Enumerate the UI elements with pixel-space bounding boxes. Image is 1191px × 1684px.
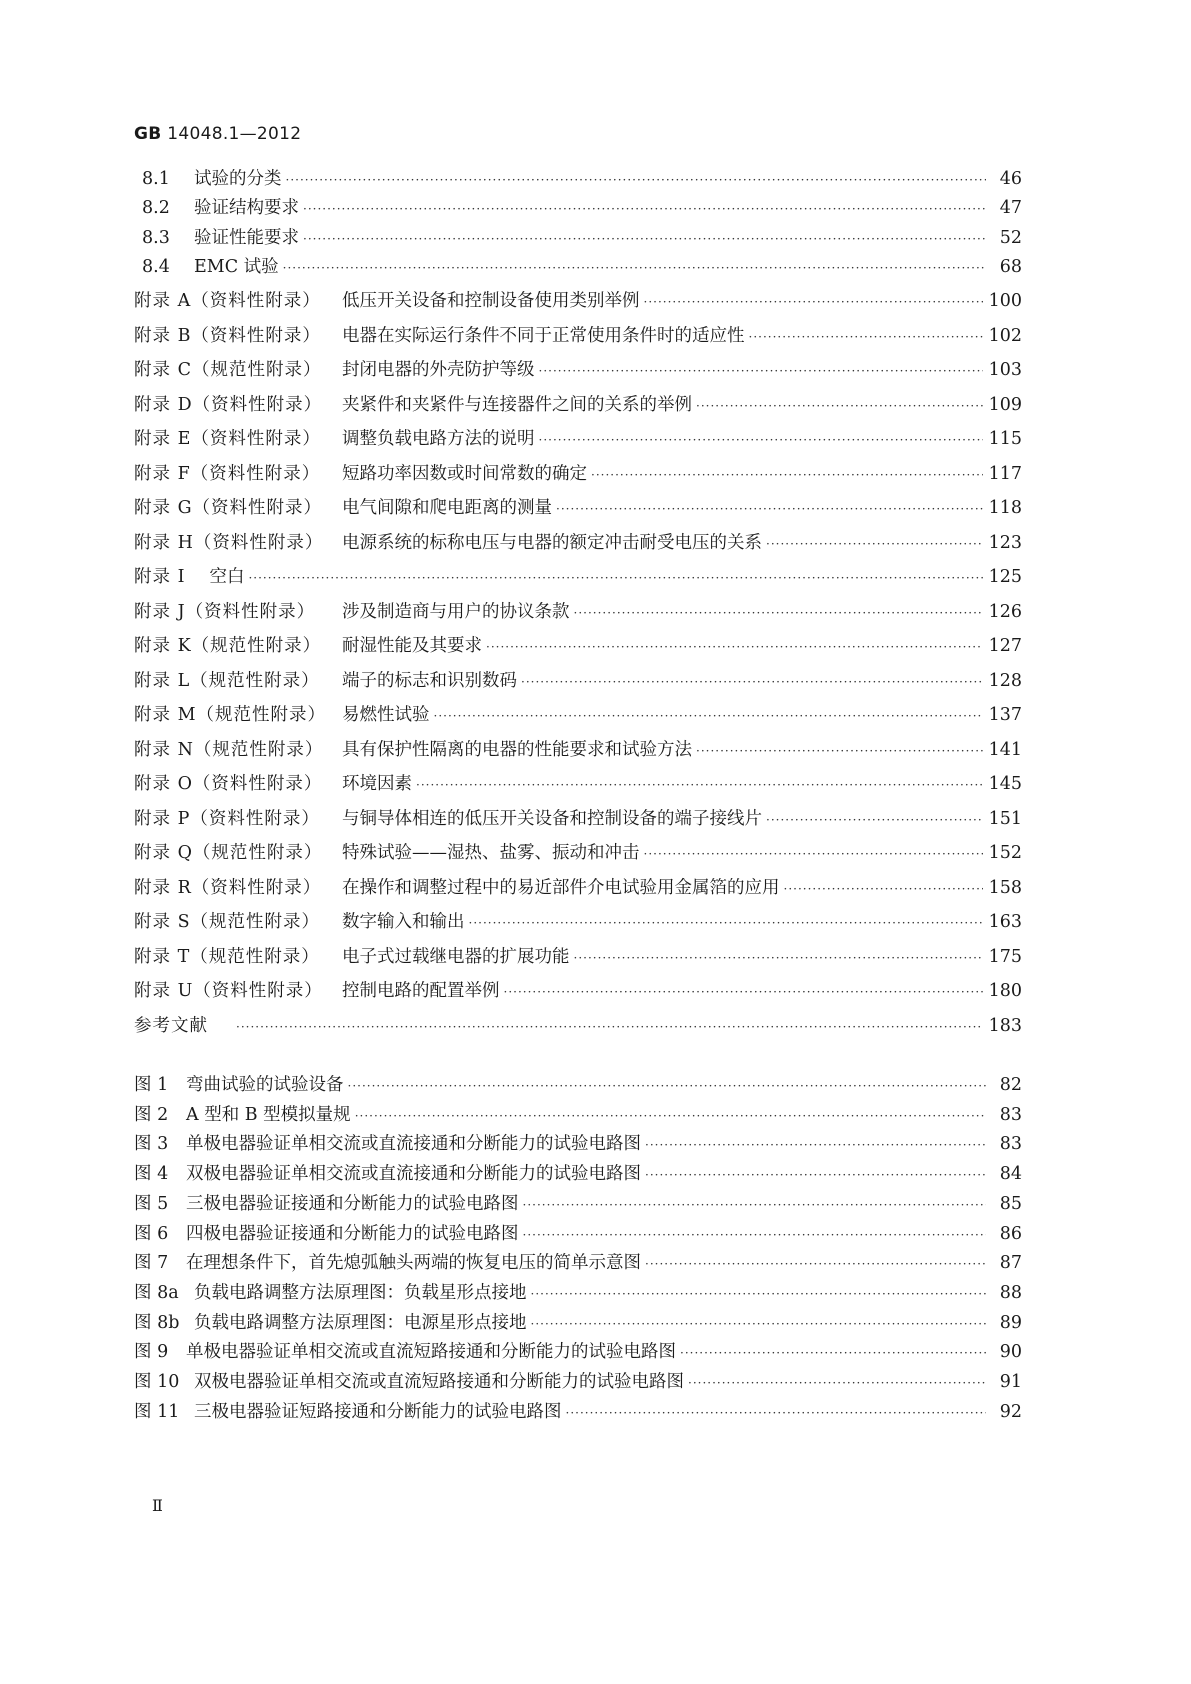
toc-entry-page: 163 bbox=[988, 912, 1022, 932]
toc-figure-entry[interactable] bbox=[134, 1282, 1022, 1305]
dot-leader bbox=[283, 257, 986, 279]
toc-entry-title: 单极电器验证单相交流或直流短路接通和分断能力的试验电路图 bbox=[186, 1342, 676, 1363]
toc-entry-title: 特殊试验——湿热、盐雾、振动和冲击 bbox=[342, 843, 640, 863]
toc-entry-title: EMC 试验 bbox=[194, 257, 279, 278]
toc-entry-title: A 型和 B 型模拟量规 bbox=[186, 1104, 351, 1125]
toc-appendix-entry[interactable] bbox=[134, 566, 1022, 589]
toc-appendix-entry[interactable] bbox=[134, 394, 1022, 417]
dot-leader bbox=[303, 198, 986, 220]
toc-entry-title: 低压开关设备和控制设备使用类别举例 bbox=[342, 291, 640, 311]
toc-entry-number: 参考文献 bbox=[134, 1015, 208, 1036]
dot-leader bbox=[248, 567, 982, 589]
standard-number: 14048.1—2012 bbox=[167, 124, 302, 144]
toc-entry-title: 具有保护性隔离的电器的性能要求和试验方法 bbox=[342, 739, 692, 760]
toc-appendix-entry[interactable] bbox=[134, 946, 1022, 969]
toc-entry-number: 附录 N（规范性附录） bbox=[134, 739, 324, 760]
toc-entry-page: 123 bbox=[988, 532, 1022, 553]
toc-entry-page: 87 bbox=[999, 1253, 1022, 1274]
toc-entry-title: 弯曲试验的试验设备 bbox=[186, 1075, 344, 1095]
dot-leader bbox=[539, 429, 983, 451]
toc-appendix-entry[interactable] bbox=[134, 808, 1022, 831]
toc-figure-entry[interactable] bbox=[134, 1341, 1022, 1364]
toc-entry-title: 验证结构要求 bbox=[194, 198, 299, 219]
toc-entry-number: 图 5 bbox=[134, 1193, 169, 1214]
toc-entry-title: 双极电器验证单相交流或直流接通和分断能力的试验电路图 bbox=[186, 1164, 641, 1185]
dot-leader bbox=[591, 464, 983, 486]
toc-appendix-entry[interactable] bbox=[134, 290, 1022, 313]
toc-entry-title: 控制电路的配置举例 bbox=[342, 981, 500, 1001]
toc-figure-entry[interactable] bbox=[134, 1223, 1022, 1246]
toc-section-entry[interactable] bbox=[142, 197, 1022, 220]
toc-entry-page: 46 bbox=[999, 169, 1022, 189]
toc-appendix-entry[interactable] bbox=[134, 359, 1022, 382]
toc-entry-page: 180 bbox=[988, 981, 1022, 1001]
toc-entry-title: 电子式过载继电器的扩展功能 bbox=[342, 946, 570, 967]
dot-leader bbox=[236, 1016, 983, 1038]
toc-entry-page: 85 bbox=[999, 1193, 1022, 1214]
toc-figure-entry[interactable] bbox=[134, 1104, 1022, 1127]
dot-leader bbox=[574, 602, 983, 624]
toc-figure-entry[interactable] bbox=[134, 1252, 1022, 1275]
toc-figure-entry[interactable] bbox=[134, 1163, 1022, 1186]
toc-entry-title: 双极电器验证单相交流或直流短路接通和分断能力的试验电路图 bbox=[194, 1372, 684, 1392]
toc-entry-page: 100 bbox=[988, 291, 1022, 311]
toc-appendix-entry[interactable] bbox=[134, 704, 1022, 727]
toc-figure-entry[interactable] bbox=[134, 1312, 1022, 1335]
dot-leader bbox=[645, 1253, 986, 1275]
toc-entry-page: 91 bbox=[999, 1372, 1022, 1392]
toc-entry-page: 141 bbox=[988, 739, 1022, 760]
toc-entry-page: 125 bbox=[988, 567, 1022, 587]
toc-entry-number: 图 4 bbox=[134, 1164, 169, 1185]
dot-leader bbox=[680, 1342, 986, 1364]
toc-entry-number: 附录 T（规范性附录） bbox=[134, 946, 320, 967]
toc-appendix-entry[interactable] bbox=[134, 325, 1022, 348]
toc-entry-number: 8.3 bbox=[142, 227, 170, 248]
toc-entry-number: 附录 P（资料性附录） bbox=[134, 808, 320, 829]
toc-appendix-entry[interactable] bbox=[134, 1015, 1022, 1038]
toc-entry-page: 103 bbox=[988, 360, 1022, 380]
toc-appendix-entry[interactable] bbox=[134, 497, 1022, 520]
toc-entry-page: 127 bbox=[988, 636, 1022, 656]
toc-appendix-entry[interactable] bbox=[134, 670, 1022, 693]
toc-entry-page: 128 bbox=[988, 670, 1022, 691]
dot-leader bbox=[286, 169, 987, 191]
dot-leader bbox=[531, 1313, 987, 1335]
dot-leader bbox=[486, 636, 983, 658]
toc-entry-title: 三极电器验证接通和分断能力的试验电路图 bbox=[186, 1193, 519, 1214]
toc-entry-number: 8.1 bbox=[142, 169, 170, 189]
toc-entry-number: 图 8a bbox=[134, 1282, 179, 1303]
dot-leader bbox=[566, 1402, 987, 1424]
toc-entry-title: 端子的标志和识别数码 bbox=[342, 670, 517, 691]
toc-entry-number: 附录 B（资料性附录） bbox=[134, 325, 321, 346]
toc-entry-page: 83 bbox=[999, 1134, 1022, 1155]
toc-appendix-entry[interactable] bbox=[134, 635, 1022, 658]
dot-leader bbox=[574, 947, 983, 969]
toc-entry-title: 试验的分类 bbox=[194, 169, 282, 189]
toc-entry-page: 151 bbox=[988, 808, 1022, 829]
toc-entry-title: 电源系统的标称电压与电器的额定冲击耐受电压的关系 bbox=[342, 532, 762, 553]
toc-entry-page: 88 bbox=[999, 1282, 1022, 1303]
dot-leader bbox=[645, 1164, 986, 1186]
dot-leader bbox=[348, 1075, 987, 1097]
toc-appendix-entry[interactable] bbox=[134, 773, 1022, 796]
toc-appendix-entry[interactable] bbox=[134, 980, 1022, 1003]
toc-figure-entry[interactable] bbox=[134, 1193, 1022, 1216]
toc-entry-page: 152 bbox=[988, 843, 1022, 863]
toc-entry-title: 负载电路调整方法原理图：负载星形点接地 bbox=[194, 1282, 527, 1303]
toc-figure-entry[interactable] bbox=[134, 1074, 1022, 1097]
dot-leader bbox=[644, 291, 983, 313]
dot-leader bbox=[521, 671, 983, 693]
toc-appendix-entry[interactable] bbox=[134, 532, 1022, 555]
dot-leader bbox=[303, 228, 986, 250]
toc-entry-number: 附录 K（规范性附录） bbox=[134, 636, 322, 656]
toc-entry-number: 图 9 bbox=[134, 1342, 169, 1363]
toc-entry-title: 环境因素 bbox=[342, 774, 412, 794]
toc-entry-title: 在操作和调整过程中的易近部件介电试验用金属箔的应用 bbox=[342, 877, 780, 898]
toc-entry-title: 验证性能要求 bbox=[194, 227, 299, 248]
dot-leader bbox=[416, 774, 983, 796]
toc-figure-entry[interactable] bbox=[134, 1133, 1022, 1156]
toc-entry-number: 附录 R（资料性附录） bbox=[134, 877, 322, 898]
toc-entry-number: 附录 A（资料性附录） bbox=[134, 291, 321, 311]
toc-entry-number: 图 1 bbox=[134, 1075, 169, 1095]
toc-entry-page: 117 bbox=[988, 463, 1022, 484]
toc-entry-number: 附录 L（规范性附录） bbox=[134, 670, 320, 691]
toc-entry-page: 102 bbox=[988, 325, 1022, 346]
toc-entry-number: 图 3 bbox=[134, 1134, 169, 1155]
toc-entry-number: 附录 E（资料性附录） bbox=[134, 429, 321, 449]
toc-entry-number: 图 7 bbox=[134, 1253, 169, 1274]
toc-entry-title: 负载电路调整方法原理图：电源星形点接地 bbox=[194, 1312, 527, 1333]
toc-entry-title: 与铜导体相连的低压开关设备和控制设备的端子接线片 bbox=[342, 808, 762, 829]
toc-appendix-entry[interactable] bbox=[134, 842, 1022, 865]
toc-appendix-entry[interactable] bbox=[134, 877, 1022, 900]
toc-entry-number: 图 6 bbox=[134, 1223, 169, 1244]
toc-entry-number: 图 8b bbox=[134, 1312, 180, 1333]
toc-entry-page: 92 bbox=[999, 1401, 1022, 1422]
toc-entry-title: 电器在实际运行条件不同于正常使用条件时的适应性 bbox=[342, 325, 745, 346]
toc-entry-title: 电气间隙和爬电距离的测量 bbox=[342, 498, 552, 518]
dot-leader bbox=[766, 809, 983, 831]
dot-leader bbox=[531, 1283, 987, 1305]
toc-entry-number: 附录 O（资料性附录） bbox=[134, 774, 323, 794]
dot-leader bbox=[469, 912, 983, 934]
toc-entry-page: 158 bbox=[988, 877, 1022, 898]
toc-entry-title: 调整负载电路方法的说明 bbox=[342, 429, 535, 449]
toc-entry-page: 84 bbox=[999, 1164, 1022, 1185]
dot-leader bbox=[784, 878, 983, 900]
toc-entry-page: 89 bbox=[999, 1312, 1022, 1333]
toc-entry-page: 47 bbox=[999, 198, 1022, 219]
dot-leader bbox=[696, 395, 983, 417]
toc-figure-entry[interactable] bbox=[134, 1401, 1022, 1424]
toc-appendix-entry[interactable] bbox=[134, 739, 1022, 762]
dot-leader bbox=[696, 740, 983, 762]
toc-entry-title: 夹紧件和夹紧件与连接器件之间的关系的举例 bbox=[342, 394, 692, 415]
toc-entry-title: 耐湿性能及其要求 bbox=[342, 636, 482, 656]
dot-leader bbox=[688, 1372, 986, 1394]
toc-entry-number: 附录 G（资料性附录） bbox=[134, 498, 323, 518]
dot-leader bbox=[539, 360, 983, 382]
toc-entry-number: 8.2 bbox=[142, 198, 170, 219]
toc-entry-page: 82 bbox=[999, 1075, 1022, 1095]
toc-entry-number: 附录 H（资料性附录） bbox=[134, 532, 324, 553]
dot-leader bbox=[749, 326, 983, 348]
toc-entry-title: 四极电器验证接通和分断能力的试验电路图 bbox=[186, 1223, 519, 1244]
toc-entry-number: 附录 M（规范性附录） bbox=[134, 705, 326, 725]
toc-entry-number: 图 10 bbox=[134, 1372, 180, 1392]
dot-leader bbox=[645, 1134, 986, 1156]
toc-entry-title: 在理想条件下，首先熄弧触头两端的恢复电压的简单示意图 bbox=[186, 1253, 641, 1274]
toc-entry-title: 涉及制造商与用户的协议条款 bbox=[342, 601, 570, 622]
toc-entry-page: 90 bbox=[999, 1342, 1022, 1363]
toc-entry-page: 115 bbox=[988, 429, 1022, 449]
toc-entry-page: 126 bbox=[988, 601, 1022, 622]
page-number: Ⅱ bbox=[152, 1496, 163, 1515]
toc-entry-number: 附录 S（规范性附录） bbox=[134, 912, 321, 932]
toc-entry-page: 137 bbox=[988, 705, 1022, 725]
dot-leader bbox=[355, 1105, 986, 1127]
toc-entry-number: 附录 I bbox=[134, 567, 186, 587]
toc-entry-page: 183 bbox=[988, 1015, 1022, 1036]
toc-entry-number: 附录 U（资料性附录） bbox=[134, 981, 323, 1001]
toc-entry-page: 109 bbox=[988, 394, 1022, 415]
toc-appendix-entry[interactable] bbox=[134, 601, 1022, 624]
toc-section-entry[interactable] bbox=[142, 227, 1022, 250]
toc-entry-number: 附录 C（规范性附录） bbox=[134, 360, 322, 380]
toc-entry-title: 空白 bbox=[209, 567, 245, 587]
toc-entry-number: 附录 Q（规范性附录） bbox=[134, 843, 323, 863]
toc-entry-title: 封闭电器的外壳防护等级 bbox=[342, 360, 535, 380]
dot-leader bbox=[644, 843, 983, 865]
toc-entry-title: 数字输入和输出 bbox=[342, 912, 465, 932]
toc-appendix-entry[interactable] bbox=[134, 428, 1022, 451]
dot-leader bbox=[504, 981, 983, 1003]
dot-leader bbox=[556, 498, 983, 520]
document-identifier bbox=[134, 124, 301, 144]
toc-entry-page: 145 bbox=[988, 774, 1022, 794]
toc-entry-number: 附录 F（资料性附录） bbox=[134, 463, 321, 484]
toc-section-entry[interactable] bbox=[142, 168, 1022, 191]
toc-appendix-entry[interactable] bbox=[134, 911, 1022, 934]
toc-figure-entry[interactable] bbox=[134, 1371, 1022, 1394]
toc-appendix-entry[interactable] bbox=[134, 463, 1022, 486]
toc-entry-number: 附录 J（资料性附录） bbox=[134, 601, 316, 622]
dot-leader bbox=[766, 533, 983, 555]
dot-leader bbox=[523, 1194, 987, 1216]
toc-entry-title: 短路功率因数或时间常数的确定 bbox=[342, 463, 587, 484]
dot-leader bbox=[523, 1224, 987, 1246]
toc-entry-number: 图 11 bbox=[134, 1401, 180, 1422]
toc-entry-title: 单极电器验证单相交流或直流接通和分断能力的试验电路图 bbox=[186, 1134, 641, 1155]
toc-entry-title: 易燃性试验 bbox=[342, 705, 430, 725]
toc-entry-number: 附录 D（资料性附录） bbox=[134, 394, 323, 415]
dot-leader bbox=[434, 705, 983, 727]
toc-entry-page: 175 bbox=[988, 946, 1022, 967]
toc-entry-number: 图 2 bbox=[134, 1104, 169, 1125]
toc-entry-page: 68 bbox=[999, 257, 1022, 278]
toc-entry-page: 86 bbox=[999, 1223, 1022, 1244]
standard-prefix: GB bbox=[134, 124, 162, 144]
toc-entry-title: 三极电器验证短路接通和分断能力的试验电路图 bbox=[194, 1401, 562, 1422]
toc-section-entry[interactable] bbox=[142, 256, 1022, 279]
toc-entry-page: 52 bbox=[999, 227, 1022, 248]
toc-entry-page: 118 bbox=[988, 498, 1022, 518]
toc-entry-number: 8.4 bbox=[142, 257, 170, 278]
toc-entry-page: 83 bbox=[999, 1104, 1022, 1125]
